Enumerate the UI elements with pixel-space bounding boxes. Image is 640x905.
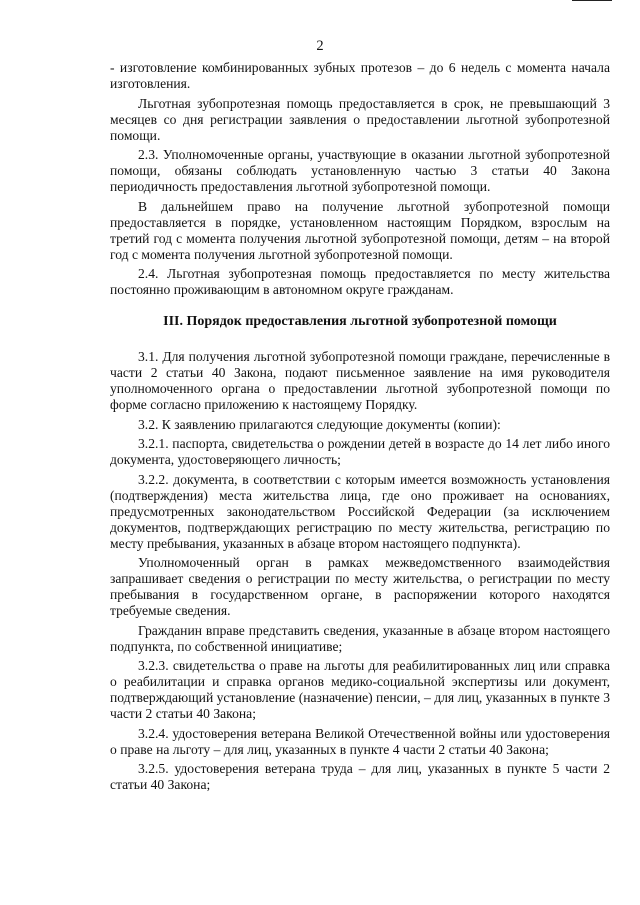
paragraph: 2.3. Уполномоченные органы, участвующие в оказании льготной зубопротезной помощи, обязаны соблюдать установленную частью 3 статьи 40 Закона периодичность предоставления льготной зубопротезной помощи. bbox=[110, 147, 610, 194]
paragraph: 3.2.3. свидетельства о праве на льготы для реабилитированных лиц или справка о реабилитации и справка органов медико-социальной экспертизы или документ, подтверждающий установление (назначение) пенсии, – для лиц, указанных в пункте 3 части 2 статьи 40 Закона; bbox=[110, 658, 610, 721]
document-body bbox=[110, 60, 610, 797]
paragraph: Уполномоченный орган в рамках межведомственного взаимодействия запрашивает сведения о регистрации по месту жительства, о регистрации по месту пребывания в государственном органе, в распоряжении которого находятся требуемые сведения. bbox=[110, 555, 610, 618]
paragraph: В дальнейшем право на получение льготной зубопротезной помощи предоставляется в порядке, установленном настоящим Порядком, взрослым на третий год с момента получения льготной зубопротезной помощи, детям – на второй год с момента получения льготной зубопротезной помощи. bbox=[110, 198, 610, 262]
paragraph: 3.2.1. паспорта, свидетельства о рождении детей в возрасте до 14 лет либо иного документа, удостоверяющего личность; bbox=[110, 436, 610, 467]
paragraph: 3.2.5. удостоверения ветерана труда – для лиц, указанных в пункте 5 части 2 статьи 40 Закона; bbox=[110, 761, 610, 792]
paragraph: 3.2.2. документа, в соответствии с которым имеется возможность установления (подтверждения) места жительства лица, где оно проживает на основаниях, предусмотренных законодательством Российской Федерации (за исключением документов, подтверждающих регистрацию по месту жительства, регистрацию по месту пребывания, указанных в абзаце втором настоящего подпункта). bbox=[110, 471, 610, 551]
paragraph: 2.4. Льготная зубопротезная помощь предоставляется по месту жительства постоянно проживающим в автономном округе гражданам. bbox=[110, 266, 610, 297]
section-heading: III. Порядок предоставления льготной зубопротезной помощи bbox=[163, 314, 557, 329]
paragraph: 3.1. Для получения льготной зубопротезной помощи граждане, перечисленные в части 2 статьи 40 Закона, подают письменное заявление на имя руководителя уполномоченного органа о предоставлении льготной зубопротезной помощи по форме согласно приложению к настоящему Порядку. bbox=[110, 349, 610, 412]
paragraph: Гражданин вправе представить сведения, указанные в абзаце втором настоящего подпункта, по собственной инициативе; bbox=[110, 622, 610, 654]
paragraph: 3.2. К заявлению прилагаются следующие документы (копии): bbox=[138, 416, 501, 432]
corner-mark bbox=[572, 0, 612, 7]
page-number: 2 bbox=[316, 38, 324, 54]
paragraph: Льготная зубопротезная помощь предоставляется в срок, не превышающий 3 месяцев со дня регистрации заявления о предоставлении льготной зубопротезной помощи. bbox=[110, 95, 610, 143]
paragraph: - изготовление комбинированных зубных протезов – до 6 недель с момента начала изготовления. bbox=[110, 60, 610, 91]
paragraph: 3.2.4. удостоверения ветерана Великой Отечественной войны или удостоверения о праве на льготу – для лиц, указанных в пункте 4 части 2 статьи 40 Закона; bbox=[110, 725, 610, 757]
